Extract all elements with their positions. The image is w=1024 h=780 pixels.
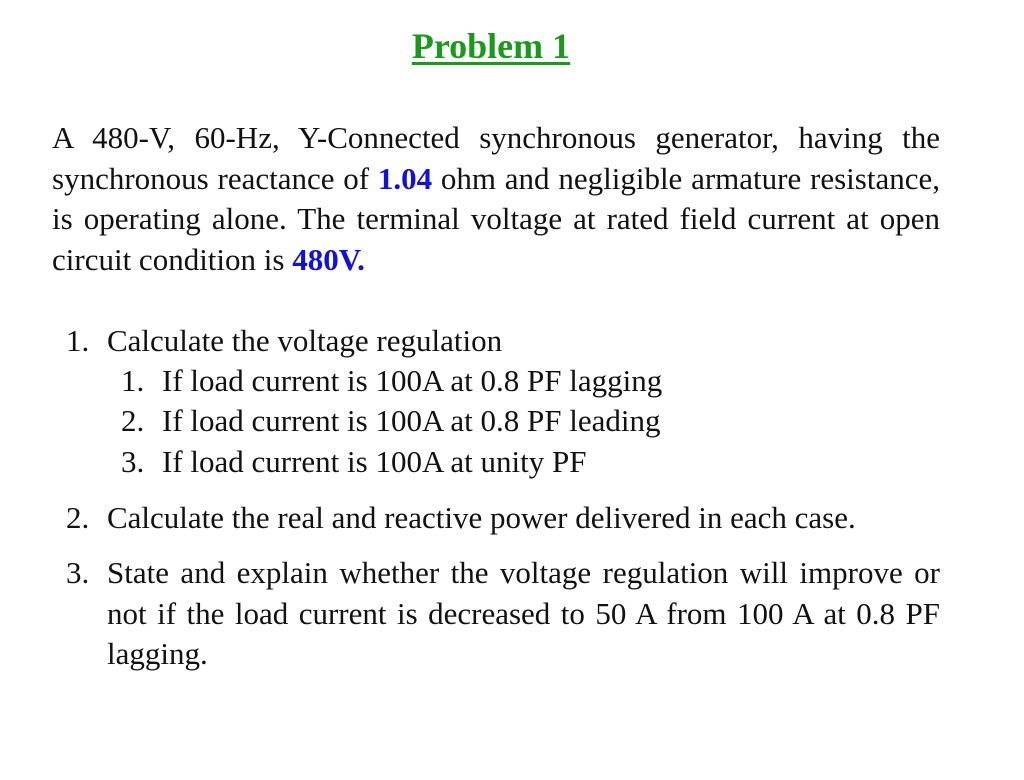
sub-1-number: 1. bbox=[121, 363, 145, 398]
voltage-value: 480V. bbox=[292, 241, 365, 277]
question-2-number: 2. bbox=[66, 500, 90, 535]
question-1-sub-2 bbox=[121, 401, 921, 442]
question-2-text: Calculate the real and reactive power delivered in each case. bbox=[107, 500, 856, 535]
question-3-text: State and explain whether the voltage regulation will improve or not if the load current is decreased to 50 A from 100 A at 0.8 PF lagging. bbox=[107, 555, 940, 671]
intro-text-1: A 480-V, 60-Hz, Y-Connected synchronous generator, having the synchronous reactance of bbox=[52, 120, 940, 196]
intro-text-2: ohm and negligible armature resistance, is operating alone. The terminal voltage at rated field current at open circuit condition is bbox=[52, 160, 940, 277]
slide-title bbox=[0, 26, 982, 66]
sub-2-number: 2. bbox=[121, 403, 145, 438]
question-1-sub-1 bbox=[121, 361, 921, 402]
title-text: Problem 1 bbox=[411, 26, 571, 66]
question-3 bbox=[66, 553, 940, 675]
sub-3-number: 3. bbox=[121, 444, 145, 479]
sub-3-text: If load current is 100A at unity PF bbox=[162, 444, 587, 479]
question-3-number: 3. bbox=[66, 555, 90, 590]
sub-1-text: If load current is 100A at 0.8 PF lagging bbox=[162, 363, 663, 398]
question-2 bbox=[66, 498, 940, 539]
question-1-text: Calculate the voltage regulation bbox=[107, 323, 503, 358]
reactance-value: 1.04 bbox=[377, 160, 433, 196]
sub-2-text: If load current is 100A at 0.8 PF leading bbox=[162, 403, 661, 438]
question-1-sub-3 bbox=[121, 442, 921, 483]
problem-statement bbox=[52, 118, 940, 280]
question-1-number: 1. bbox=[66, 323, 90, 358]
question-1 bbox=[66, 321, 940, 362]
